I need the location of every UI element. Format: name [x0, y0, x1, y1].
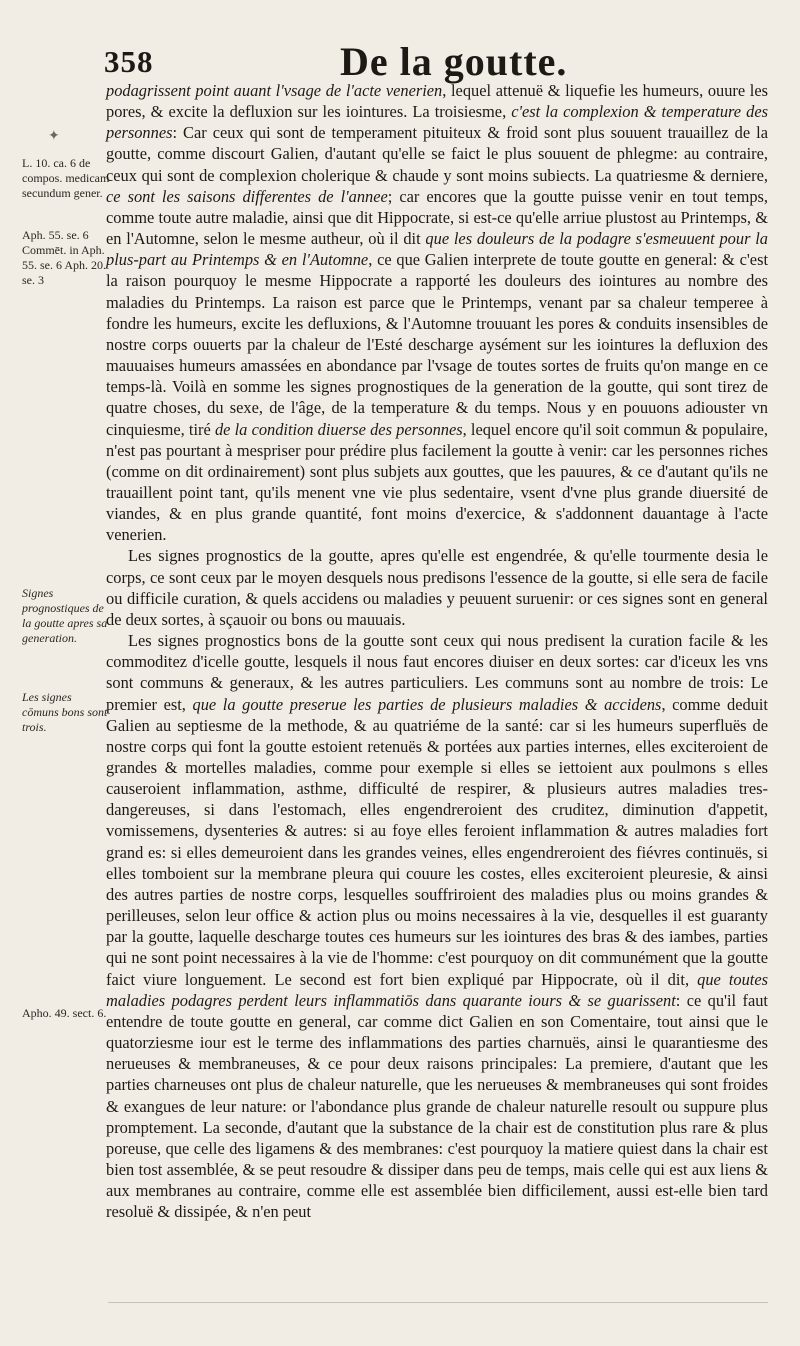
margin-note-aphorism-49: Apho. 49. sect. 6.	[22, 1006, 107, 1020]
margin-note-aphorism-reference: Aph. 55. se. 6 Commēt. in Aph. 55. se. 6 Aph. 20. se. 3	[22, 228, 106, 287]
italic-text-run: podagrissent point auant l'vsage de l'acte venerien	[106, 81, 443, 100]
text-run: Les signes prognostics bons de la goutte sont ceux qui nous predisent la curation facile & les commoditez d'icelle goutte, lesquels il nous faut encores diuiser en deux sortes: car d'iceux les vns sont communs & generaux, & les autres particuliers. Les communs sont au nombre de trois: Le premier est,	[106, 631, 768, 714]
margin-notes	[0, 0, 110, 1346]
margin-note-galien-reference: L. 10. ca. 6 de compos. medicam secundum gener.	[22, 156, 110, 200]
text-run: : ce qu'il faut entendre de toute goutte en general, car comme dict Galien en son Comentaire, tout ainsi que le quatorziesme iour est le terme des inflammations des parties charnuës, ainsi le quarantiesme des nerueuses & membraneuses, & ce pour deux raisons principales: La premiere, d'autant que les parties charneuses ont plus de chaleur naturelle, que les nerueuses & membraneuses qui sont froides & exangues de leur nature: or l'abondance plus grande de chaleur naturelle resoult ou suppure plus promptement. La seconde, d'autant que la substance de la chair est de constitution plus rare & plus poreuse, que celle des ligamens & des membranes: c'est pourquoy la matiere quiest dans la chair est bien tost assemblée, & se peut resoudre & dissiper dans peu de temps, mais celle qui est aux liens & aux membranes au contraire, comme elle est assemblée bien difficilement, aussi est-elle bien tard resoluë & dissipée, & n'en peut	[106, 990, 768, 1222]
italic-text-run: de la condition diuerse des personnes	[214, 419, 463, 439]
text-run: , lequel attenuë & liquefie les humeurs, ouure les pores, & excite la defluxion sur les iointures. La troisiesme,	[106, 81, 768, 122]
text-run: , lequel encore qu'il soit commun & populaire, n'est pas pourtant à mespriser pour prédire plus facilement la goutte à venir: car les personnes riches (comme on dit ordinairement) sont plus subjets aux gouttes, que les pauures, & ce d'autant qu'ils ne trauaillent point tant, qu'ils menent vne vie plus sedentaire, vsent d'vne plus grande diuersité de viandes, & en plus grande quantité, font moins d'exercice, & s'addonnent dauantage à l'acte venerien.	[106, 419, 768, 545]
body-text	[106, 80, 768, 1222]
text-run: , ce que Galien interprete de toute goutte en general: & c'est la raison pourquoy le mesme Hippocrate a rapporté les douleurs des iointures au nombre des maladies du Printemps. La raison est parce que le Printemps, venant par sa chaleur temperee à fondre les humeurs, excite les defluxions, & l'Automne trouuant les pores & conduits insensibles de nostre corps ouuerts par la chaleur de l'Esté descharge aysément sur les iointures la defluxion des mauuaises humeurs amassées en abondance par l'vsage de toutes sortes de fruits qu'on mange en ce temps-là. Voilà en somme les signes prognostiques de la generation de la goutte, qui sont tirez de quatre choses, du sexe, de l'âge, de la temperature & du temps. Nous y en pouuons adiouster vn cinquiesme, tiré	[106, 250, 768, 439]
italic-text-run: que la goutte preserue les parties de plusieurs maladies & accidens	[192, 694, 662, 714]
margin-note-signes-prognostiques: Signes prognostiques de la goutte apres sa generation.	[22, 586, 108, 645]
text-paragraph	[106, 80, 768, 545]
italic-text-run: que les douleurs de la podagre s'esmeuuent pour la plus-part au Printemps & en l'Automne	[106, 229, 768, 270]
running-title: De la goutte.	[340, 39, 568, 84]
text-run: : Car ceux qui sont de temperament pituiteux & froid sont plus souuent trauaillez de la goutte, comme discourt Galien, d'autant qu'elle se faict le plus souuent de phlegme: au contraire, ceux qui sont de complexion cholerique & chaude y sont moins subiects. La quatriesme & derniere,	[106, 123, 768, 185]
italic-text-run: que toutes maladies podagres perdent leurs inflammatiōs dans quarante iours & se guarissent	[106, 969, 768, 1010]
text-run: Les signes prognostics de la goutte, apres qu'elle est engendrée, & qu'elle tourmente desia le corps, ce sont ceux par le moyen desquels nous predisons l'essence de la goutte, si elle sera de facile ou difficile curation, & quels accidens ou maladies y peuuent suruenir: or ces signes sont en general de deux sortes, à sçauoir ou bons ou mauuais.	[106, 546, 768, 629]
text-paragraph	[106, 545, 768, 630]
italic-text-run: ce sont les saisons differentes de l'annee	[106, 186, 388, 206]
margin-note-signes-communs: Les signes cōmuns bons sont trois.	[22, 690, 108, 734]
text-run: ; car encores que la goutte puisse venir en tout temps, comme toute autre maladie, ainsi que dit Hippocrate, si est-ce qu'elle arriue plustost au Printemps, & en l'Automne, selon le mesme autheur, où il dit	[106, 186, 768, 249]
paper-stain-mark: ✦	[48, 129, 60, 144]
page-number: 358	[104, 44, 154, 79]
text-paragraph	[106, 630, 768, 1222]
text-run: , comme deduit Galien au septiesme de la methode, & au quatriéme de la santé: car si les humeurs superfluës de nostre corps qui font la goutte estoient retenuës & portées aux parties internes, elles exciteroient de grandes & mortelles maladies, comme pour exemple si elles se iettoient aux poulmons s elles causeroient inflammation, asthme, difficulté de respirer, & plusieurs autres maladies tres-dangereuses, si dans l'estomach, elles engendreroient des cruditez, diminution d'appetit, vomissemens, dysenteries & autres: si au foye elles feroient inflammation & autres maladies fort grand es: si elles demeuroient dans les grandes veines, elles engendreroient des fiévres continuës, si elles tomboient sur la membrane pleura qui couure les costes, elles exciteroient pleuresie, & ainsi des autres parties de nostre corps, lesquelles souffriroient des maladies plus ou moins grandes & perilleuses, selon leur office & action plus ou moins necessaires à la vie, desquelles il est guaranty par la goutte, laquelle descharge toutes ces humeurs sur les iointures des bras & des iambes, parties qui ne sont point necessaires à la vie de l'homme: c'est pourquoy on dit communément que la goutte faict viure longuement. Le second est fort bien expliqué par Hippocrate, où il dit,	[106, 694, 768, 989]
page-bottom-rule	[108, 1302, 768, 1303]
italic-text-run: c'est la complexion & temperature des personnes	[106, 102, 768, 143]
